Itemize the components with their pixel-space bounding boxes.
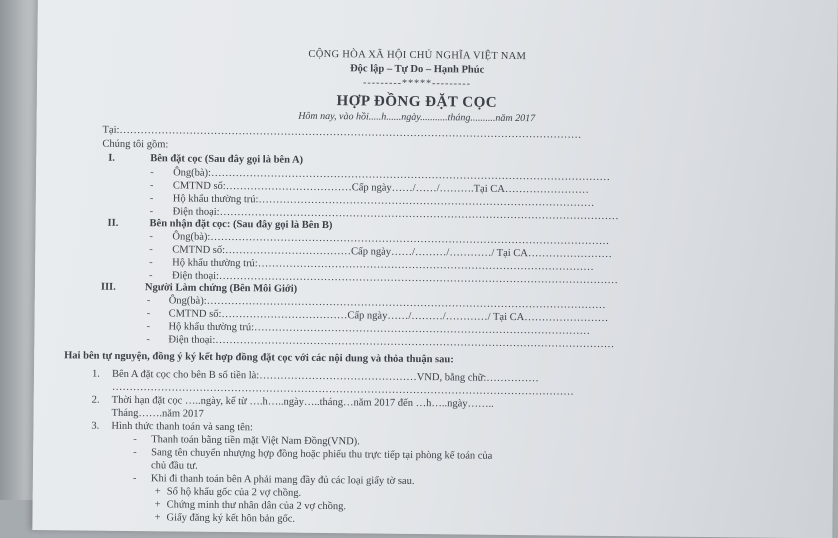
party-a-name: Ông(bà):…………………………………………………………………………………………………… bbox=[173, 167, 611, 183]
doc-bullet: + bbox=[154, 499, 161, 511]
clause-2-continuation: Tháng…….năm 2017 bbox=[111, 407, 204, 420]
bullet-dash: - bbox=[149, 206, 154, 218]
document-title: HỢP ĐỒNG ĐẶT CỌC bbox=[336, 93, 498, 111]
party-a-phone: Điện thoại:…………………………………………………………………………………………………… bbox=[172, 206, 619, 223]
doc-marriage-cert: Giấy đăng ký kết hôn bản gốc. bbox=[166, 512, 296, 525]
doc-household-book: Sổ hộ khẩu gốc của 2 vợ chồng. bbox=[166, 486, 302, 499]
witness-phone: Điện thoại:…………………………………………………………………………………………………… bbox=[168, 334, 615, 351]
bullet-dash: - bbox=[149, 257, 153, 269]
contract-paper bbox=[32, 0, 838, 538]
section-1-heading: Bên đặt cọc (Sau đây gọi là bên A) bbox=[150, 153, 304, 166]
bullet-dash: - bbox=[149, 193, 154, 205]
section-3-heading: Người Làm chứng (Bên Môi Giới) bbox=[144, 282, 298, 295]
intro-text: Chúng tôi gồm: bbox=[102, 138, 169, 151]
agreement-statement: Hai bên tự nguyện, đồng ý ký kết hợp đồng đặt cọc với các nội dung và thỏa thuận sau: bbox=[64, 350, 454, 366]
clause-1-number: 1. bbox=[91, 368, 100, 380]
place-line: Tại:…………………………………………………………………………………………………………………… bbox=[102, 124, 582, 141]
bullet-dash: - bbox=[148, 270, 153, 282]
clause-1-continuation: …………………………………………………………………………………………………………………… bbox=[111, 381, 574, 398]
bullet-dash: - bbox=[146, 308, 151, 320]
bullet-dash: - bbox=[146, 295, 151, 307]
payment-cash: Thanh toán bằng tiền mặt Việt Nam Đồng(VND). bbox=[151, 434, 360, 448]
bullet-dash: - bbox=[133, 434, 137, 446]
bullet-dash: - bbox=[133, 447, 137, 459]
clause-1-deposit: Bên A đặt cọc cho bên B số tiền là:………………………………………VND, bằng chữ:…………… bbox=[111, 368, 539, 385]
section-2-number: II. bbox=[107, 217, 119, 229]
witness-address: Hộ khẩu thường trú:…………………………………………………………………………………… bbox=[168, 321, 591, 337]
section-2-heading: Bên nhận đặt cọc: (Sau đây gọi là Bên B) bbox=[149, 218, 333, 232]
bullet-dash: - bbox=[149, 231, 153, 243]
party-b-phone: Điện thoại:…………………………………………………………………………………………………… bbox=[171, 270, 618, 287]
party-b-address: Hộ khẩu thường trú:…………………………………………………………………………………… bbox=[172, 257, 594, 273]
bullet-dash: - bbox=[149, 180, 154, 192]
doc-id-cards: Chứng minh thư nhân dân của 2 vợ chồng. bbox=[166, 499, 347, 513]
bullet-dash: - bbox=[146, 334, 150, 346]
doc-bullet: + bbox=[154, 512, 161, 524]
bullet-dash: - bbox=[132, 473, 137, 485]
date-line: Hôm nay, vào hồi.....h......ngày...........tháng..........năm 2017 bbox=[298, 110, 536, 125]
section-3-number: III. bbox=[100, 281, 116, 293]
clause-3-payment: Hình thức thanh toán và sang tên: bbox=[111, 420, 254, 434]
clause-3-number: 3. bbox=[91, 420, 100, 432]
payment-transfer: Sang tên chuyển nhượng hợp đồng hoặc phiếu thu trực tiếp tại phòng kế toán của bbox=[151, 447, 493, 462]
bullet-dash: - bbox=[150, 167, 154, 179]
party-a-id: CMTND số:………………………………Cấp ngày……/……/……….Tại CA…………………… bbox=[172, 180, 589, 196]
clause-2-term: Thời hạn đặt cọc …..ngày, kể từ ….h…..ngày…..tháng…năm 2017 đến …h…..ngày…….. bbox=[111, 394, 494, 410]
bullet-dash: - bbox=[149, 244, 153, 256]
national-title: CỘNG HÒA XÃ HỘI CHỦ NGHĨA VIỆT NAM bbox=[308, 48, 527, 63]
bullet-dash: - bbox=[146, 321, 151, 333]
party-b-name: Ông(bà):…………………………………………………………………………………………………… bbox=[172, 231, 610, 247]
party-a-address: Hộ khẩu thường trú:…………………………………………………………………………………… bbox=[172, 193, 595, 209]
witness-name: Ông(bà):…………………………………………………………………………………………………… bbox=[168, 295, 606, 311]
header-divider: ---------*****--------- bbox=[363, 77, 472, 90]
section-1-number: I. bbox=[108, 152, 116, 164]
payment-requirements: Khi đi thanh toán bên A phải mang đầy đủ các loại giấy tờ sau. bbox=[150, 473, 415, 487]
party-b-id: CMTND số:………………………………Cấp ngày……/………/…………/ Tại CA…………………… bbox=[172, 244, 612, 261]
clause-2-number: 2. bbox=[91, 394, 100, 406]
witness-id: CMTND số:………………………………Cấp ngày……/………/…………/ Tại CA…………………… bbox=[168, 308, 609, 324]
national-motto: Độc lập – Tự Do – Hạnh Phúc bbox=[350, 63, 485, 76]
doc-bullet: + bbox=[154, 486, 161, 498]
payment-transfer-cont: chủ đầu tư. bbox=[150, 460, 198, 472]
